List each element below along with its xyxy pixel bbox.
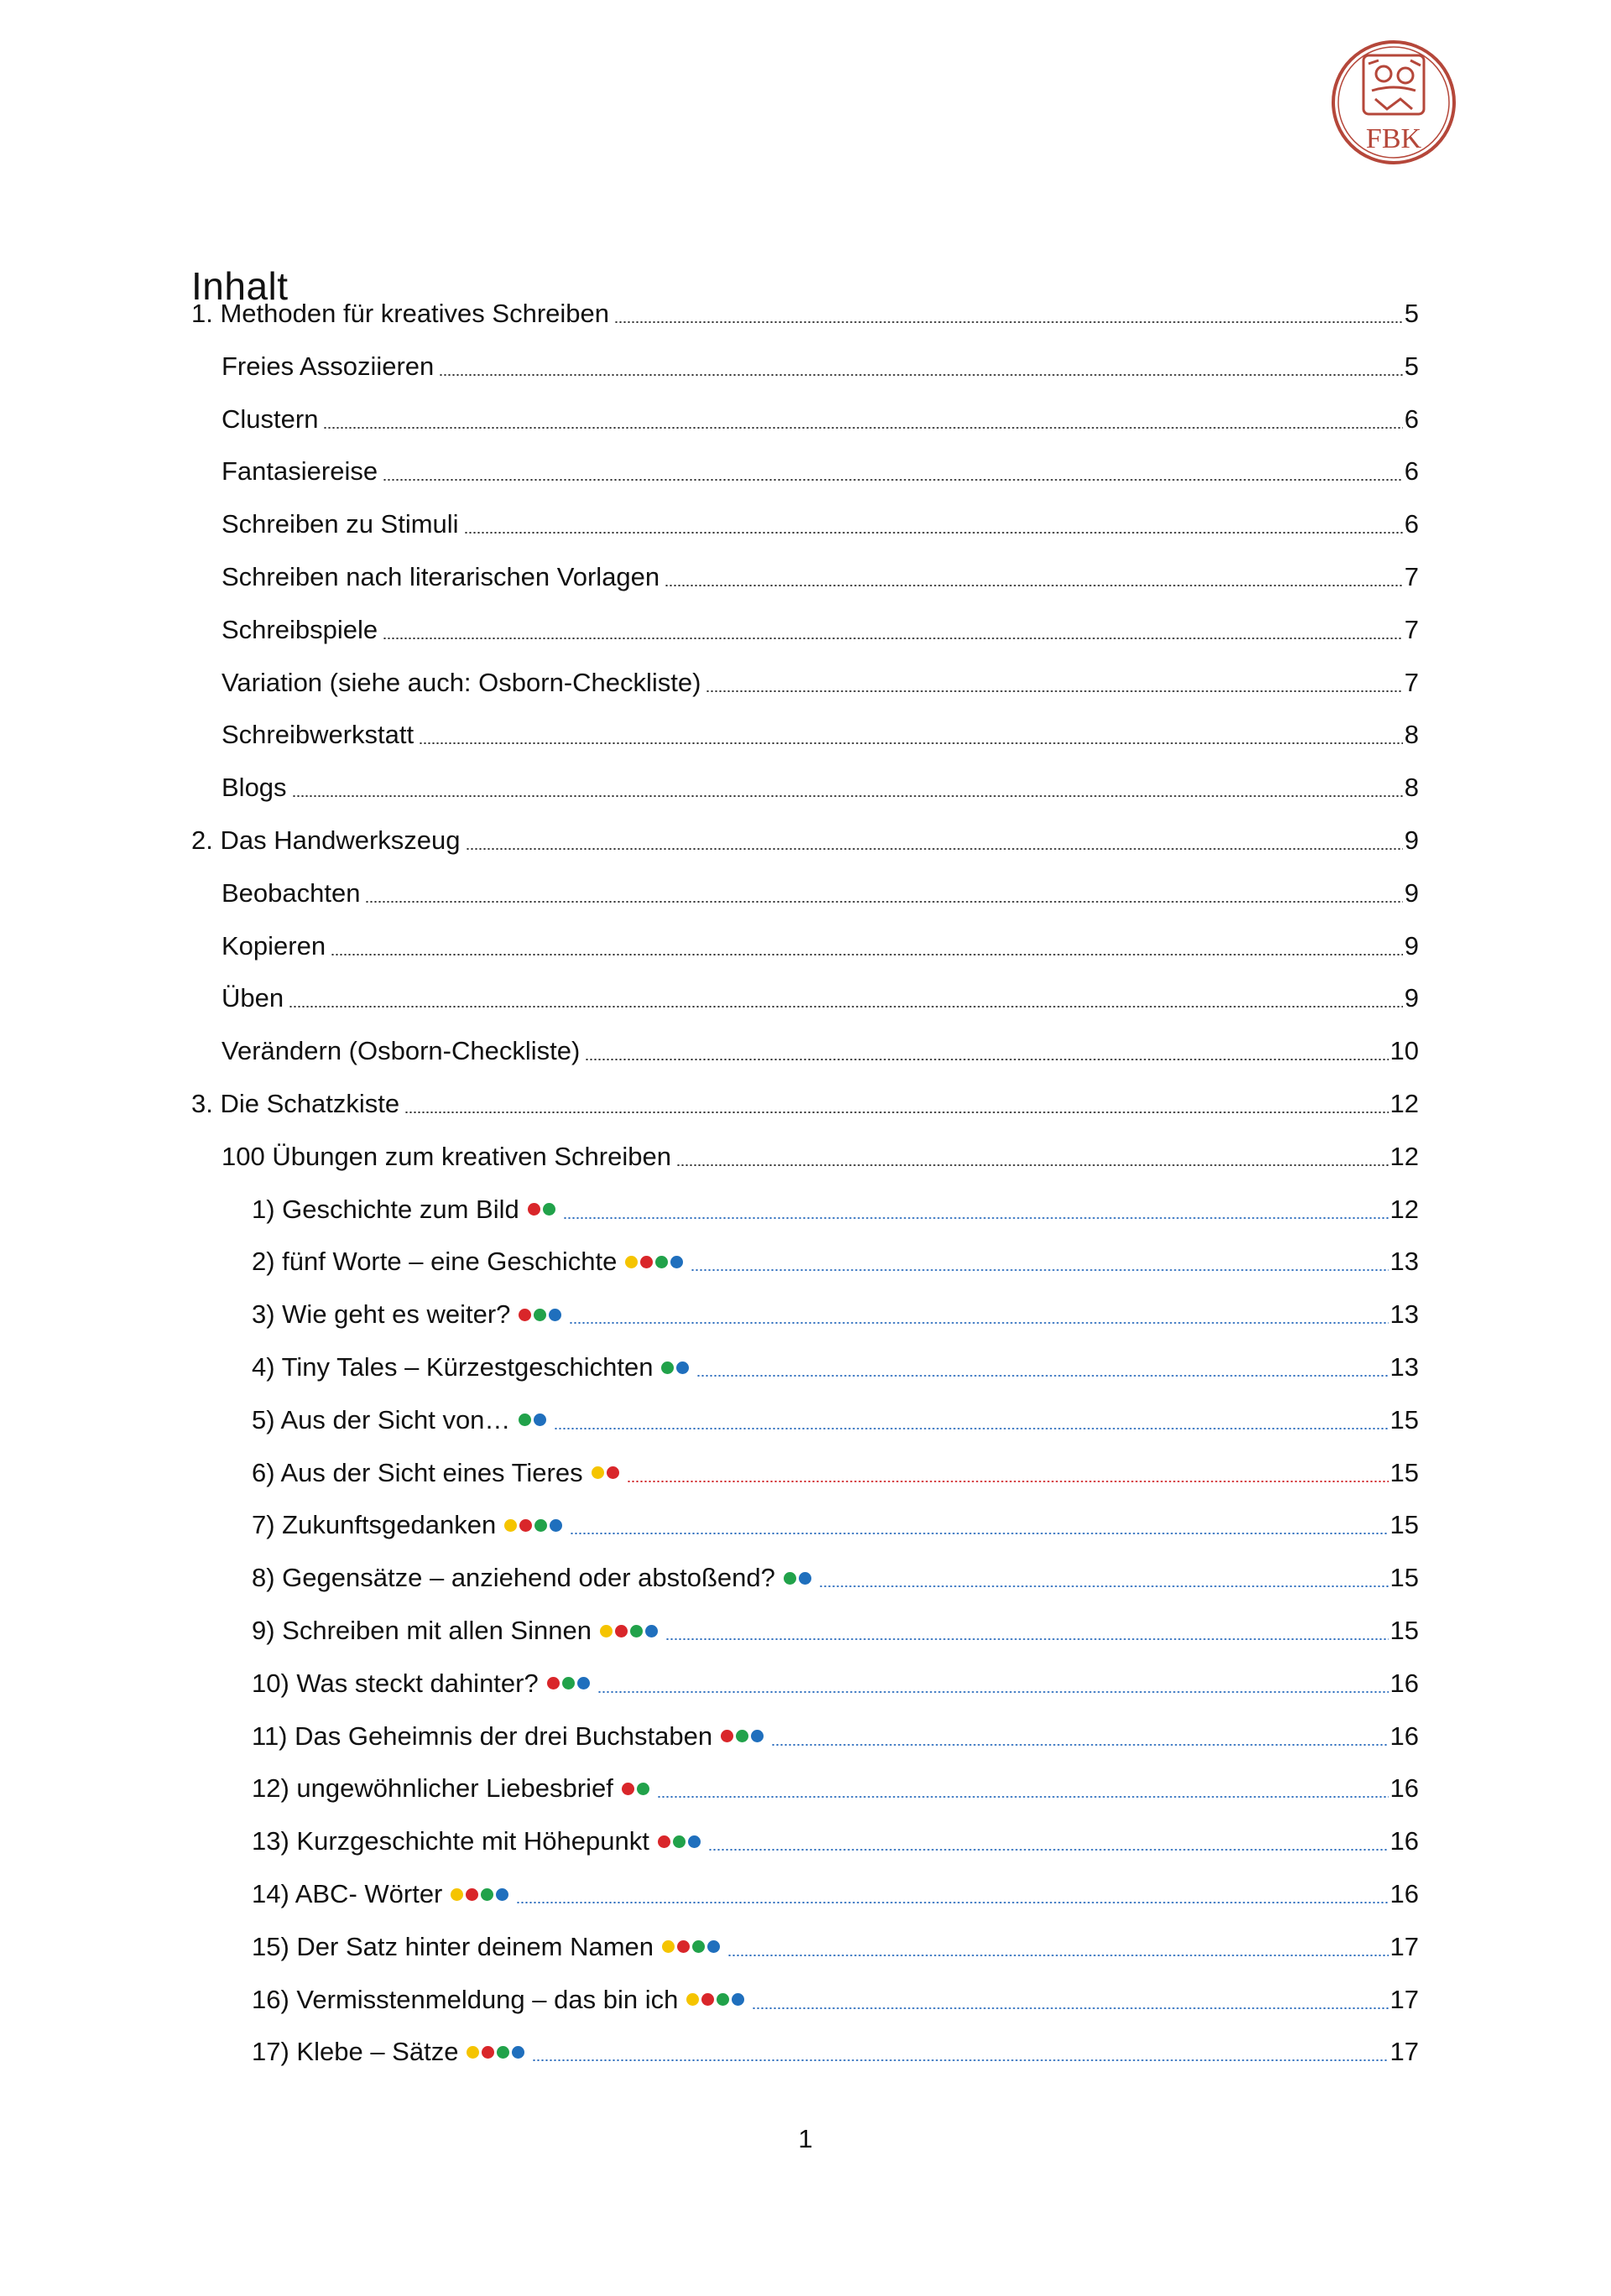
yellow-dot-icon bbox=[592, 1466, 604, 1479]
toc-entry[interactable] bbox=[222, 926, 1419, 963]
toc-entry-title: 2) fünf Worte – eine Geschichte bbox=[252, 1247, 618, 1277]
toc-entry[interactable] bbox=[252, 1980, 1419, 2017]
red-dot-icon bbox=[658, 1835, 670, 1848]
dot-leader bbox=[516, 1902, 1388, 1903]
toc-entry-page: 15 bbox=[1389, 1563, 1419, 1593]
red-dot-icon bbox=[519, 1519, 532, 1532]
dot-leader bbox=[383, 479, 1403, 481]
toc-entry-title: 100 Übungen zum kreativen Schreiben bbox=[222, 1141, 671, 1171]
toc-entry-title: Variation (siehe auch: Osborn-Checkliste) bbox=[222, 667, 701, 697]
toc-entry-title: 15) Der Satz hinter deinem Namen bbox=[252, 1931, 654, 1961]
red-dot-icon bbox=[615, 1625, 628, 1637]
dot-leader bbox=[331, 954, 1403, 955]
dot-leader bbox=[706, 690, 1402, 692]
blue-dot-icon bbox=[550, 1519, 562, 1532]
dot-leader bbox=[691, 1269, 1388, 1271]
yellow-dot-icon bbox=[467, 2046, 479, 2059]
dot-leader bbox=[627, 1481, 1389, 1482]
toc-entry-title: Freies Assoziieren bbox=[222, 351, 435, 381]
logo-text: FBK bbox=[1365, 123, 1422, 154]
toc-entry-title: 10) Was steckt dahinter? bbox=[252, 1668, 539, 1698]
toc-entry[interactable] bbox=[252, 1716, 1419, 1753]
blue-dot-icon bbox=[688, 1835, 701, 1848]
toc-entry-title: Schreibwerkstatt bbox=[222, 720, 414, 750]
toc-entry-page: 6 bbox=[1404, 403, 1419, 434]
dot-leader bbox=[532, 2059, 1388, 2061]
toc-entry[interactable] bbox=[222, 451, 1419, 488]
toc-entry-title: Üben bbox=[222, 983, 284, 1013]
green-dot-icon bbox=[673, 1835, 686, 1848]
blue-dot-icon bbox=[799, 1572, 811, 1585]
toc-entry-page: 15 bbox=[1389, 1510, 1419, 1540]
toc-entry-page: 16 bbox=[1389, 1721, 1419, 1751]
toc-entry-page: 12 bbox=[1389, 1089, 1419, 1118]
dot-leader bbox=[597, 1691, 1389, 1693]
toc-entry-page: 7 bbox=[1404, 667, 1419, 697]
difficulty-dots bbox=[528, 1193, 558, 1226]
difficulty-dots bbox=[519, 1403, 549, 1437]
toc-entry-page: 5 bbox=[1404, 351, 1419, 381]
toc-entry-title: 1) Geschichte zum Bild bbox=[252, 1194, 519, 1224]
toc-entry[interactable] bbox=[252, 1347, 1419, 1384]
toc-entry-page: 12 bbox=[1389, 1141, 1419, 1171]
difficulty-dots bbox=[658, 1825, 703, 1858]
blue-dot-icon bbox=[512, 2046, 524, 2059]
toc-entry-title: Schreiben zu Stimuli bbox=[222, 509, 459, 539]
dot-leader bbox=[570, 1533, 1388, 1534]
dot-leader bbox=[752, 2007, 1388, 2009]
toc-entry-page: 7 bbox=[1404, 614, 1419, 644]
difficulty-dots bbox=[519, 1298, 564, 1331]
difficulty-dots bbox=[662, 1930, 722, 1964]
difficulty-dots bbox=[784, 1561, 814, 1595]
red-dot-icon bbox=[466, 1888, 478, 1901]
toc-entry[interactable] bbox=[252, 1294, 1419, 1331]
yellow-dot-icon bbox=[662, 1940, 675, 1953]
toc-entry[interactable] bbox=[252, 1453, 1419, 1490]
green-dot-icon bbox=[736, 1730, 748, 1742]
toc-entry-page: 16 bbox=[1389, 1879, 1419, 1908]
toc-entry[interactable] bbox=[252, 1927, 1419, 1964]
yellow-dot-icon bbox=[686, 1993, 699, 2006]
dot-leader bbox=[771, 1744, 1388, 1746]
red-dot-icon bbox=[677, 1940, 690, 1953]
toc-entry-title: 3) Wie geht es weiter? bbox=[252, 1299, 511, 1330]
blue-dot-icon bbox=[577, 1677, 590, 1689]
toc-entry-page: 17 bbox=[1389, 1984, 1419, 2014]
toc-entry-page: 8 bbox=[1404, 720, 1419, 750]
dot-leader bbox=[404, 1112, 1388, 1113]
dot-leader bbox=[696, 1375, 1388, 1377]
toc-entry-title: Verändern (Osborn-Checkliste) bbox=[222, 1036, 581, 1066]
red-dot-icon bbox=[607, 1466, 619, 1479]
green-dot-icon bbox=[637, 1783, 649, 1795]
toc-entry-title: 17) Klebe – Sätze bbox=[252, 2037, 459, 2067]
difficulty-dots bbox=[451, 1877, 511, 1911]
toc-entry-title: Clustern bbox=[222, 403, 319, 434]
toc-entry[interactable] bbox=[222, 504, 1419, 541]
blue-dot-icon bbox=[676, 1361, 689, 1374]
toc-entry-page: 17 bbox=[1389, 2037, 1419, 2067]
yellow-dot-icon bbox=[504, 1519, 517, 1532]
toc-entry-page: 13 bbox=[1389, 1299, 1419, 1330]
toc-entry[interactable] bbox=[222, 768, 1419, 804]
toc-entry[interactable] bbox=[252, 1663, 1419, 1700]
toc-entry[interactable] bbox=[252, 1611, 1419, 1648]
difficulty-dots bbox=[622, 1772, 652, 1805]
dot-leader bbox=[727, 1955, 1389, 1956]
difficulty-dots bbox=[547, 1667, 592, 1700]
dot-leader bbox=[665, 585, 1403, 586]
green-dot-icon bbox=[543, 1203, 555, 1216]
green-dot-icon bbox=[661, 1361, 674, 1374]
toc-entry[interactable] bbox=[252, 1821, 1419, 1858]
toc-entry[interactable] bbox=[222, 1137, 1419, 1174]
blue-dot-icon bbox=[496, 1888, 508, 1901]
green-dot-icon bbox=[534, 1519, 547, 1532]
toc-entry[interactable] bbox=[222, 610, 1419, 647]
toc-entry-page: 13 bbox=[1389, 1352, 1419, 1382]
toc-entry[interactable] bbox=[252, 1505, 1419, 1542]
toc-entry-title: 7) Zukunftsgedanken bbox=[252, 1510, 497, 1540]
toc-entry-title: Kopieren bbox=[222, 930, 326, 961]
toc-entry-title: 11) Das Geheimnis der drei Buchstaben bbox=[252, 1721, 713, 1751]
toc-entry-page: 5 bbox=[1404, 299, 1419, 328]
page-number: 1 bbox=[798, 2124, 813, 2153]
toc-entry[interactable] bbox=[222, 663, 1419, 700]
blue-dot-icon bbox=[534, 1414, 546, 1426]
toc-entry-page: 16 bbox=[1389, 1773, 1419, 1804]
dot-leader bbox=[289, 1006, 1403, 1007]
difficulty-dots bbox=[661, 1351, 691, 1384]
difficulty-dots bbox=[686, 1983, 747, 2017]
toc-entry[interactable] bbox=[191, 820, 1419, 857]
toc-entry-title: Schreiben nach literarischen Vorlagen bbox=[222, 562, 660, 591]
blue-dot-icon bbox=[670, 1256, 683, 1268]
toc-entry[interactable] bbox=[191, 1084, 1419, 1121]
toc-entry-page: 6 bbox=[1404, 456, 1419, 487]
toc-entry-page: 9 bbox=[1404, 877, 1419, 908]
dot-leader bbox=[383, 638, 1403, 639]
dot-leader bbox=[819, 1585, 1389, 1587]
toc-entry-page: 8 bbox=[1404, 773, 1419, 803]
toc-entry-title: 8) Gegensätze – anziehend oder abstoßend? bbox=[252, 1563, 775, 1593]
green-dot-icon bbox=[717, 1993, 729, 2006]
dot-leader bbox=[292, 795, 1403, 797]
toc-entry-page: 9 bbox=[1404, 930, 1419, 961]
toc-entry-page: 16 bbox=[1389, 1826, 1419, 1856]
dot-leader bbox=[665, 1638, 1389, 1640]
toc-entry[interactable] bbox=[222, 978, 1419, 1015]
fbk-logo bbox=[1328, 39, 1459, 166]
yellow-dot-icon bbox=[625, 1256, 638, 1268]
red-dot-icon bbox=[528, 1203, 540, 1216]
difficulty-dots bbox=[721, 1720, 766, 1753]
toc-entry[interactable] bbox=[252, 1768, 1419, 1805]
blue-dot-icon bbox=[707, 1940, 720, 1953]
toc-entry-title: 5) Aus der Sicht von… bbox=[252, 1404, 511, 1434]
toc-entry-page: 17 bbox=[1389, 1931, 1419, 1961]
red-dot-icon bbox=[701, 1993, 714, 2006]
toc-entry-page: 9 bbox=[1404, 825, 1419, 855]
toc-entry-page: 13 bbox=[1389, 1247, 1419, 1277]
dot-leader bbox=[419, 742, 1403, 744]
toc-entry-page: 9 bbox=[1404, 983, 1419, 1013]
dot-leader bbox=[585, 1059, 1388, 1060]
dot-leader bbox=[323, 427, 1402, 429]
toc-entry[interactable] bbox=[252, 1874, 1419, 1911]
toc-entry-title: 12) ungewöhnlicher Liebesbrief bbox=[252, 1773, 613, 1804]
difficulty-dots bbox=[592, 1456, 622, 1490]
toc-entry-page: 10 bbox=[1389, 1036, 1419, 1066]
toc-entry-page: 15 bbox=[1389, 1457, 1419, 1487]
dot-leader bbox=[466, 848, 1403, 850]
toc-entry-title: 9) Schreiben mit allen Sinnen bbox=[252, 1616, 592, 1645]
toc-entry[interactable] bbox=[222, 557, 1419, 594]
dot-leader bbox=[676, 1164, 1389, 1166]
toc-entry[interactable] bbox=[252, 1242, 1419, 1278]
blue-dot-icon bbox=[549, 1309, 561, 1321]
toc-entry[interactable] bbox=[252, 1190, 1419, 1226]
toc-entry-page: 16 bbox=[1389, 1668, 1419, 1698]
dot-leader bbox=[569, 1322, 1388, 1324]
blue-dot-icon bbox=[645, 1625, 658, 1637]
red-dot-icon bbox=[622, 1783, 634, 1795]
dot-leader bbox=[708, 1849, 1389, 1851]
red-dot-icon bbox=[482, 2046, 494, 2059]
toc-entry-title: Schreibspiele bbox=[222, 614, 378, 644]
difficulty-dots bbox=[504, 1508, 565, 1542]
green-dot-icon bbox=[497, 2046, 509, 2059]
toc-entry-page: 15 bbox=[1389, 1616, 1419, 1645]
toc-entry-page: 12 bbox=[1389, 1194, 1419, 1224]
blue-dot-icon bbox=[751, 1730, 764, 1742]
toc-entry[interactable] bbox=[222, 399, 1419, 436]
toc-entry-title: 14) ABC- Wörter bbox=[252, 1879, 443, 1908]
toc-entry[interactable] bbox=[222, 1031, 1419, 1068]
toc-entry[interactable] bbox=[191, 294, 1419, 331]
green-dot-icon bbox=[534, 1309, 546, 1321]
toc-entry-title: 3. Die Schatzkiste bbox=[191, 1089, 400, 1118]
green-dot-icon bbox=[562, 1677, 575, 1689]
dot-leader bbox=[439, 374, 1402, 376]
difficulty-dots bbox=[600, 1614, 660, 1648]
toc-entry-title: Blogs bbox=[222, 773, 287, 803]
red-dot-icon bbox=[640, 1256, 653, 1268]
dot-leader bbox=[657, 1796, 1389, 1798]
toc-entry-title: Beobachten bbox=[222, 877, 361, 908]
toc-heading: Inhalt bbox=[191, 263, 289, 308]
toc-entry-page: 15 bbox=[1389, 1404, 1419, 1434]
toc-entry-page: 6 bbox=[1404, 509, 1419, 539]
toc-entry-title: 1. Methoden für kreatives Schreiben bbox=[191, 299, 609, 328]
toc-entry-page: 7 bbox=[1404, 562, 1419, 591]
toc-entry[interactable] bbox=[222, 715, 1419, 752]
toc-entry[interactable] bbox=[252, 1558, 1419, 1595]
toc-entry[interactable] bbox=[222, 873, 1419, 910]
dot-leader bbox=[554, 1428, 1388, 1429]
yellow-dot-icon bbox=[600, 1625, 613, 1637]
toc-entry-title: 2. Das Handwerkszeug bbox=[191, 825, 461, 855]
green-dot-icon bbox=[784, 1572, 796, 1585]
toc-entry-title: 16) Vermisstenmeldung – das bin ich bbox=[252, 1984, 679, 2014]
red-dot-icon bbox=[721, 1730, 733, 1742]
green-dot-icon bbox=[519, 1414, 531, 1426]
red-dot-icon bbox=[547, 1677, 560, 1689]
dot-leader bbox=[614, 321, 1403, 323]
toc-entry[interactable] bbox=[222, 346, 1419, 383]
toc-entry-title: 6) Aus der Sicht eines Tieres bbox=[252, 1457, 583, 1487]
green-dot-icon bbox=[655, 1256, 668, 1268]
green-dot-icon bbox=[481, 1888, 493, 1901]
green-dot-icon bbox=[630, 1625, 643, 1637]
dot-leader bbox=[464, 532, 1403, 534]
blue-dot-icon bbox=[732, 1993, 744, 2006]
toc-entry-title: 4) Tiny Tales – Kürzestgeschichten bbox=[252, 1352, 654, 1382]
toc-entry-title: Fantasiereise bbox=[222, 456, 378, 487]
green-dot-icon bbox=[692, 1940, 705, 1953]
difficulty-dots bbox=[467, 2035, 527, 2069]
toc-entry[interactable] bbox=[252, 1400, 1419, 1437]
yellow-dot-icon bbox=[451, 1888, 463, 1901]
difficulty-dots bbox=[625, 1245, 686, 1278]
red-dot-icon bbox=[519, 1309, 531, 1321]
dot-leader bbox=[365, 901, 1402, 903]
dot-leader bbox=[563, 1217, 1389, 1219]
toc-entry-title: 13) Kurzgeschichte mit Höhepunkt bbox=[252, 1826, 649, 1856]
toc-entry[interactable] bbox=[252, 2032, 1419, 2069]
